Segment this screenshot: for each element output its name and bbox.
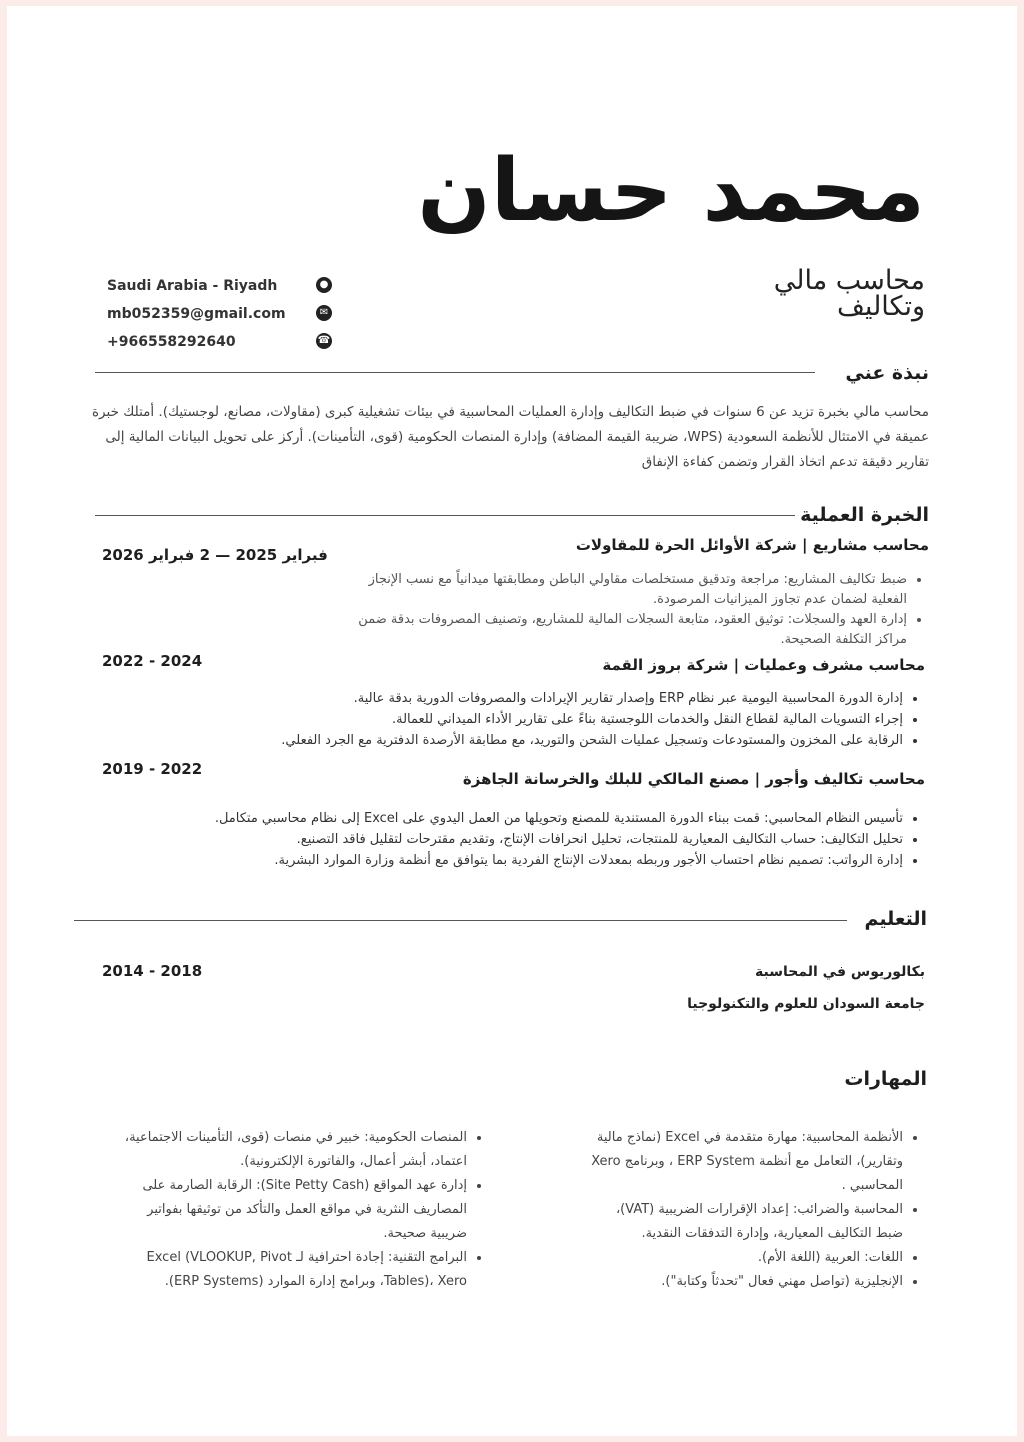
job-2-bullet-1: • إدارة الدورة المحاسبية اليومية عبر نظام ERP وإصدار تقارير الإيرادات والمصروفات الدورية بدقة عالية. xyxy=(205,688,903,709)
job-1-bullet-1: • ضبط تكاليف المشاريع: مراجعة وتدقيق مستخلصات مقاولي الباطن ومطابقتها ميدانياً مع نسب الإنجاز الفعلية لضمان عدم تجاوز الميزانيات المرصودة. xyxy=(329,570,907,610)
job-2-bullets xyxy=(205,688,925,751)
education-university: جامعة السودان للعلوم والتكنولوجيا xyxy=(687,996,925,1012)
about-divider xyxy=(95,372,815,373)
job-3-bullet-2: • تحليل التكاليف: حساب التكاليف المعيارية للمنتجات، تحليل انحرافات الإنتاج، وتقديم مقترحات لتقليل فاقد التصنيع. xyxy=(205,829,903,850)
job-3-dates: 2019 - 2022 xyxy=(102,760,203,778)
contact-phone xyxy=(107,332,332,354)
resume-page xyxy=(7,6,1017,1436)
mail-icon: ✉ xyxy=(316,305,332,321)
education-heading: التعليم xyxy=(864,908,927,930)
job-1-bullets xyxy=(329,570,929,650)
location-pin-icon: ● xyxy=(316,277,332,293)
job-2-bullet-2: • إجراء التسويات المالية لقطاع النقل والخدمات اللوجستية بناءً على تقارير الأداء الميداني للعمالة. xyxy=(205,709,903,730)
education-degree: بكالوريوس في المحاسبة xyxy=(755,964,925,980)
job-title-line-1: محاسب مالي xyxy=(773,265,925,296)
email-text[interactable]: mb052359@gmail.com xyxy=(107,306,286,322)
job-3-bullet-3: • إدارة الرواتب: تصميم نظام احتساب الأجور وربطه بمعدلات الإنتاج الفردية بما يتوافق مع أنظمة وزارة الموارد البشرية. xyxy=(205,850,903,871)
skill-language-english: • الإنجليزية (تواصل مهني فعال "تحدثاً وكتابة"). xyxy=(585,1270,903,1294)
location-text: Saudi Arabia - Riyadh xyxy=(107,278,278,294)
education-dates: 2014 - 2018 xyxy=(102,962,203,980)
about-heading: نبذة عني xyxy=(845,362,929,384)
education-divider xyxy=(74,920,847,921)
skills-left-column xyxy=(111,1126,489,1294)
job-3-title: محاسب تكاليف وأجور | مصنع المالكي للبلك والخرسانة الجاهزة xyxy=(462,770,925,788)
job-3-bullet-1: • تأسيس النظام المحاسبي: قمت ببناء الدورة المستندية للمصنع وتحويلها من العمل اليدوي على Excel إلى نظام محاسبي متكامل. xyxy=(205,808,903,829)
job-2-dates: 2022 - 2024 xyxy=(102,652,203,670)
job-2-bullet-3: • الرقابة على المخزون والمستودعات وتسجيل عمليات الشحن والتوريد، مع مطابقة الأرصدة الدفترية مع الجرد الفعلي. xyxy=(205,730,903,751)
skill-software: • البرامج التقنية: إجادة احترافية لـ Excel (VLOOKUP, Pivot Tables)، Xero، وبرامج إدارة الموارد (ERP Systems). xyxy=(111,1246,467,1294)
contact-location xyxy=(107,276,332,298)
job-1-bullet-2: • إدارة العهد والسجلات: توثيق العقود، متابعة السجلات المالية للمشاريع، وتصنيف المصروفات بدقة ضمن مراكز التكلفة الصحيحة. xyxy=(329,610,907,650)
skill-language-arabic: • اللغات: العربية (اللغة الأم). xyxy=(585,1246,903,1270)
skill-accounting-tax: • المحاسبة والضرائب: إعداد الإقرارات الضريبية (VAT)، ضبط التكاليف المعيارية، وإدارة التدفقات النقدية. xyxy=(585,1198,903,1246)
phone-icon: ☎ xyxy=(316,333,332,349)
about-text: محاسب مالي بخبرة تزيد عن 6 سنوات في ضبط التكاليف وإدارة العمليات المحاسبية في بيئات تشغيلية كبرى (مقاولات، مصانع، لوجستيك). أمتلك خبرة عميقة في الامتثال للأنظمة السعودية (WPS، ضريبة القيمة المضافة) وإدارة المنصات الحكومية (قوى، التأمينات). أركز على تحويل البيانات المالية إلى تقارير دقيقة تدعم اتخاذ القرار وتضمن كفاءة الإنفاق xyxy=(91,404,929,470)
job-1-dates: فبراير 2025 — 2 فبراير 2026 xyxy=(102,546,328,564)
skill-government-platforms: • المنصات الحكومية: خبير في منصات (قوى، التأمينات الاجتماعية، اعتماد، أبشر أعمال، والفاتورة الإلكترونية). xyxy=(111,1126,467,1174)
experience-divider xyxy=(95,515,795,516)
phone-text[interactable]: +966558292640 xyxy=(107,334,236,350)
candidate-name: محمد حسان xyxy=(417,141,925,241)
skills-heading: المهارات xyxy=(844,1068,927,1090)
skills-right-column xyxy=(585,1126,925,1294)
experience-heading: الخبرة العملية xyxy=(800,504,929,526)
contact-email xyxy=(107,304,332,326)
job-3-bullets xyxy=(205,808,925,871)
job-title xyxy=(625,265,925,322)
skill-accounting-systems: • الأنظمة المحاسبية: مهارة متقدمة في Excel (نماذج مالية وتقارير)، التعامل مع أنظمة ERP System ، وبرنامج Xero المحاسبي . xyxy=(585,1126,903,1198)
skill-petty-cash: • إدارة عهد المواقع (Site Petty Cash): الرقابة الصارمة على المصاريف النثرية في مواقع العمل والتأكد من توثيقها بفواتير ضريبية صحيحة. xyxy=(111,1174,467,1246)
job-1-title: محاسب مشاريع | شركة الأوائل الحرة للمقاولات xyxy=(575,536,929,554)
job-title-line-2: وتكاليف xyxy=(836,291,925,322)
job-2-title: محاسب مشرف وعمليات | شركة بروز القمة xyxy=(602,656,925,674)
